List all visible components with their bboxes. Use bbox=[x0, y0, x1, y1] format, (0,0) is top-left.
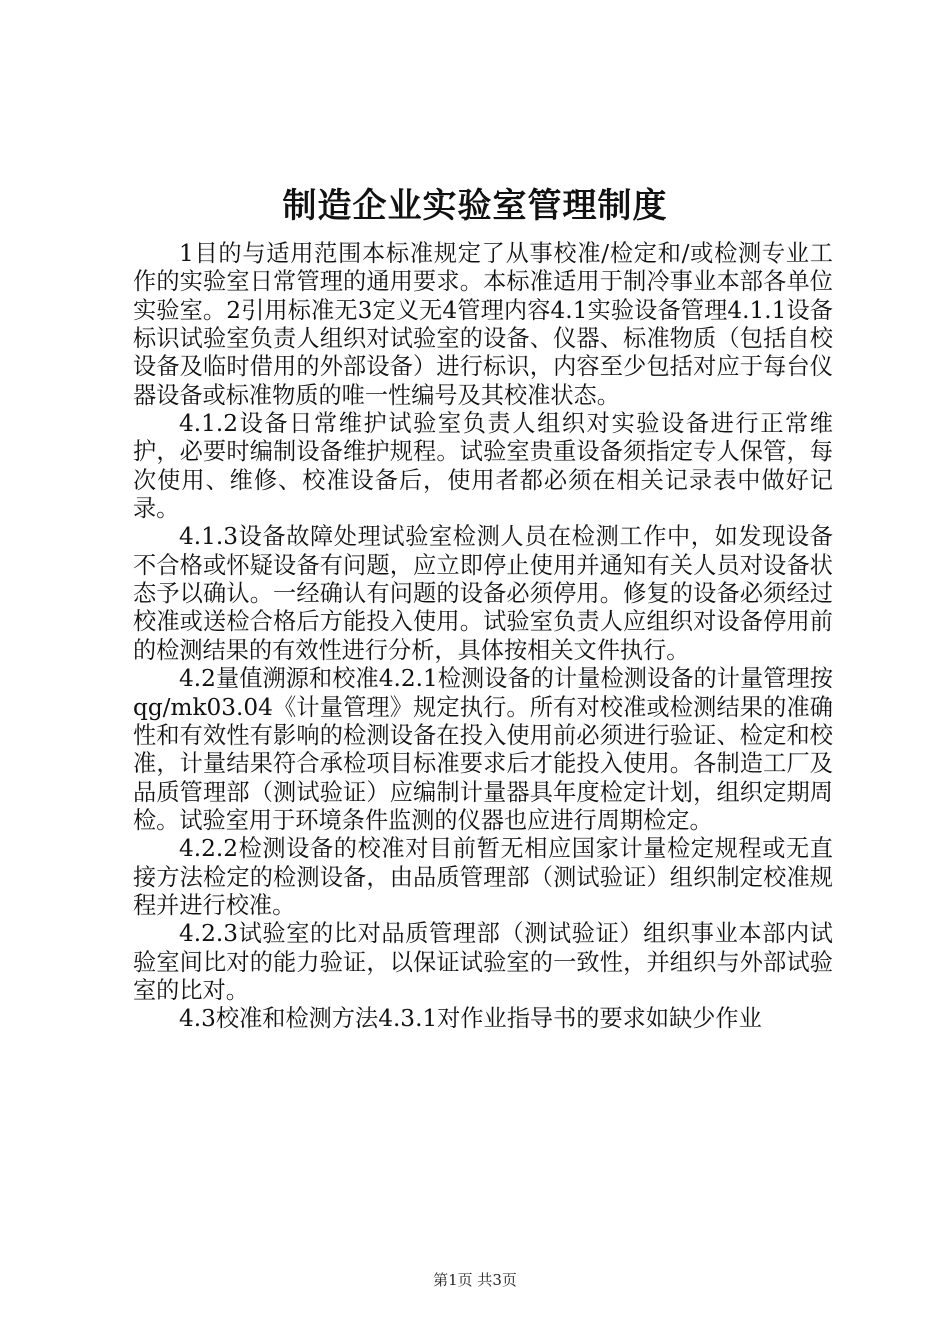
paragraph-calibration: 4.2.2检测设备的校准对目前暂无相应国家计量检定规程或无直接方法检定的检测设备，由品质管理部（测试验证）组织制定校准规程并进行校准。 bbox=[133, 835, 833, 919]
paragraph-methods: 4.3校准和检测方法4.3.1对作业指导书的要求如缺少作业 bbox=[179, 1005, 762, 1033]
paragraph-scope: 1目的与适用范围本标准规定了从事校准/检定和/或检测专业工作的实验室日常管理的通用要求。本标准适用于制冷事业本部各单位实验室。2引用标准无3定义无4管理内容4.1实验设备管理4.1.1设备标识试验室负责人组织对试验室的设备、仪器、标准物质（包括自校设备及临时借用的外部设备）进行标识，内容至少包括对应于每台仪器设备或标准物质的唯一性编号及其校准状态。 bbox=[133, 240, 833, 409]
paragraph-equipment-fault: 4.1.3设备故障处理试验室检测人员在检测工作中，如发现设备不合格或怀疑设备有问题，应立即停止使用并通知有关人员对设备状态予以确认。一经确认有问题的设备必须停用。修复的设备必须经过校准或送检合格后方能投入使用。试验室负责人应组织对设备停用前的检测结果的有效性进行分析，具体按相关文件执行。 bbox=[133, 523, 833, 664]
paragraph-traceability: 4.2量值溯源和校准4.2.1检测设备的计量检测设备的计量管理按qg/mk03.04《计量管理》规定执行。所有对校准或检测结果的准确性和有效性有影响的检测设备在投入使用前必须进行验证、检定和校准，计量结果符合承检项目标准要求后才能投入使用。各制造工厂及品质管理部（测试验证）应编制计量器具年度检定计划，组织定期周检。试验室用于环境条件监测的仪器也应进行周期检定。 bbox=[133, 665, 833, 834]
document-title: 制造企业实验室管理制度 bbox=[282, 186, 668, 226]
document-body bbox=[133, 240, 833, 1034]
page-number-footer: 第1页 共3页 bbox=[433, 1271, 517, 1289]
paragraph-comparison: 4.2.3试验室的比对品质管理部（测试验证）组织事业本部内试验室间比对的能力验证，以保证试验室的一致性，并组织与外部试验室的比对。 bbox=[133, 920, 833, 1004]
paragraph-equipment-maintenance: 4.1.2设备日常维护试验室负责人组织对实验设备进行正常维护，必要时编制设备维护规程。试验室贵重设备须指定专人保管，每次使用、维修、校准设备后，使用者都必须在相关记录表中做好记录。 bbox=[133, 410, 833, 523]
